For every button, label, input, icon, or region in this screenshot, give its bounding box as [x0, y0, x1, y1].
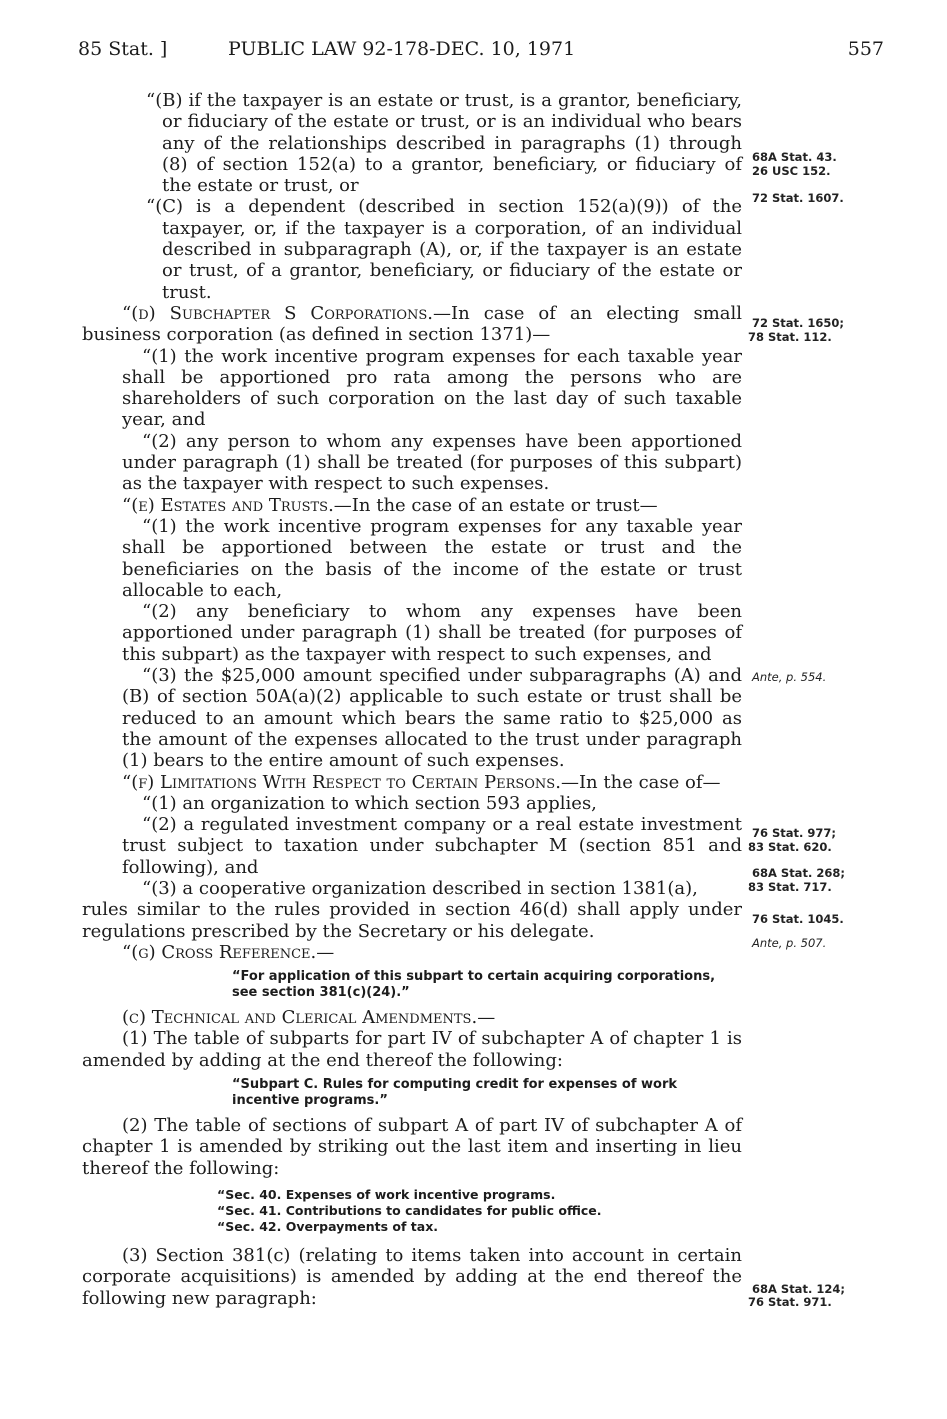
- technical-amendments: [82, 1007, 742, 1028]
- amendment-2: (2) The table of sections of subpart A of part IV of subchapter A of chapter 1 is amended by striking out the last item and inserting in lieu thereof the following:: [82, 1115, 742, 1179]
- section-list: [82, 1187, 742, 1235]
- subsection-g-text: —: [316, 941, 335, 963]
- subparagraph-c: “(C) is a dependent (described in section 152(a)(9)) of the taxpayer, or, if the taxpayer is a corporation, of an individual described in subparagraph (A), or, if the taxpayer is an estate or trust, of a grantor, beneficiary, or fiduciary of the estate or trust.: [146, 196, 742, 303]
- section-item: “Sec. 42. Overpayments of tax.: [217, 1218, 439, 1234]
- subsection-g-heading: “(g) Cross Reference.: [122, 941, 317, 963]
- amendment-3: (3) Section 381(c) (relating to items taken into account in certain corporate acquisitions) is amended by adding at the end thereof the following new paragraph:: [82, 1244, 742, 1309]
- subpart-c-quote: “Subpart C. Rules for computing credit for expenses of work incentive programs.”: [232, 1077, 677, 1109]
- subsection-f-heading: “(f) Limitations With Respect to Certain Persons.: [122, 771, 561, 793]
- subsection-g: [82, 942, 742, 963]
- subsection-e-heading: “(e) Estates and Trusts.: [122, 494, 334, 516]
- margin-note: Ante, p. 507.: [752, 936, 827, 950]
- subsection-f-tail: rules similar to the rules provided in section 46(d) shall apply under regulations prescribed by the Secretary or his delegate.: [82, 899, 742, 942]
- section-item: “Sec. 40. Expenses of work incentive programs.: [217, 1186, 556, 1202]
- page-header: [78, 38, 884, 64]
- paragraph-e2: “(2) any beneficiary to whom any expenses have been apportioned under paragraph (1) shall be treated (for purposes of this subpart) as the taxpayer with respect to such expenses, and: [122, 601, 742, 665]
- subsection-d-heading: “(d) Subchapter S Corporations.: [122, 302, 433, 324]
- section-item: “Sec. 41. Contributions to candidates for public office.: [217, 1202, 602, 1218]
- subsection-e-text: —In the case of an estate or trust—: [333, 494, 658, 516]
- page-number: 557: [847, 38, 884, 60]
- paragraph-f1: “(1) an organization to which section 593 applies,: [142, 792, 597, 814]
- subsection-d-text: —In case of an electing small business corporation (as defined in section 1371)—: [82, 302, 743, 346]
- paragraph-f3: “(3) a cooperative organization described in section 1381(a),: [142, 877, 698, 899]
- header-title: PUBLIC LAW 92-178-DEC. 10, 1971: [228, 38, 576, 60]
- margin-note: 68A Stat. 268;: [752, 866, 845, 880]
- margin-note: 68A Stat. 43.: [752, 150, 837, 164]
- subsection-d: [82, 303, 742, 346]
- margin-note: 72 Stat. 1650;: [752, 316, 845, 330]
- paragraph-f2: “(2) a regulated investment company or a real estate investment trust subject to taxation under subchapter M (section 851 and following), and: [122, 814, 742, 878]
- margin-note: Ante, p. 554.: [752, 670, 827, 684]
- cross-reference-quote: “For application of this subpart to certain acquiring corporations, see section 381(c)(24).”: [232, 969, 716, 1001]
- subparagraph-b: “(B) if the taxpayer is an estate or trust, is a grantor, beneficiary, or fiduciary of the estate or trust, or is an individual who bears any of the relationships described in paragraphs (1) through (8) of section 152(a) to a grantor, beneficiary, or fiduciary of the estate or trust, or: [146, 90, 742, 197]
- paragraph-e3: “(3) the $25,000 amount specified under subparagraphs (A) and (B) of section 50A(a)(2) applicable to such estate or trust shall be reduced to an amount which bears the same ratio to $25,000 as the amount of the expenses allocated to the trust under paragraph (1) bears to the entire amount of such expenses.: [122, 665, 742, 772]
- margin-note: 72 Stat. 1607.: [752, 191, 844, 205]
- subsection-f: [82, 772, 742, 793]
- technical-amendments-heading: (c) Technical and Clerical Amendments.: [122, 1007, 478, 1029]
- subsection-e: [82, 495, 742, 516]
- technical-amendments-text: —: [477, 1007, 496, 1029]
- margin-note: 76 Stat. 1045.: [752, 912, 844, 926]
- paragraph-d1: “(1) the work incentive program expenses for each taxable year shall be apportioned pro rata among the persons who are shareholders of such corporation on the last day of such taxable year, and: [122, 345, 742, 431]
- header-volume: 85 Stat. ]: [78, 38, 168, 60]
- amendment-1: (1) The table of subparts for part IV of subchapter A of chapter 1 is amended by adding at the end thereof the following:: [82, 1028, 742, 1071]
- margin-note: 76 Stat. 977;: [752, 826, 837, 840]
- margin-note: 83 Stat. 717.: [748, 880, 832, 894]
- subsection-f-text: —In the case of—: [560, 771, 721, 793]
- margin-note: 76 Stat. 971.: [748, 1295, 832, 1309]
- margin-note: 26 USC 152.: [752, 164, 831, 178]
- margin-note: 83 Stat. 620.: [748, 840, 832, 854]
- margin-note: 78 Stat. 112.: [748, 330, 832, 344]
- paragraph-e1: “(1) the work incentive program expenses for any taxable year shall be apportioned between the estate or trust and the beneficiaries on the basis of the income of the estate or trust allocable to each,: [122, 515, 742, 601]
- paragraph-d2: “(2) any person to whom any expenses have been apportioned under paragraph (1) shall be treated (for purposes of this subpart) as the taxpayer with respect to such expenses.: [122, 430, 742, 495]
- statute-body: [82, 90, 742, 1309]
- margin-note: 68A Stat. 124;: [752, 1282, 845, 1296]
